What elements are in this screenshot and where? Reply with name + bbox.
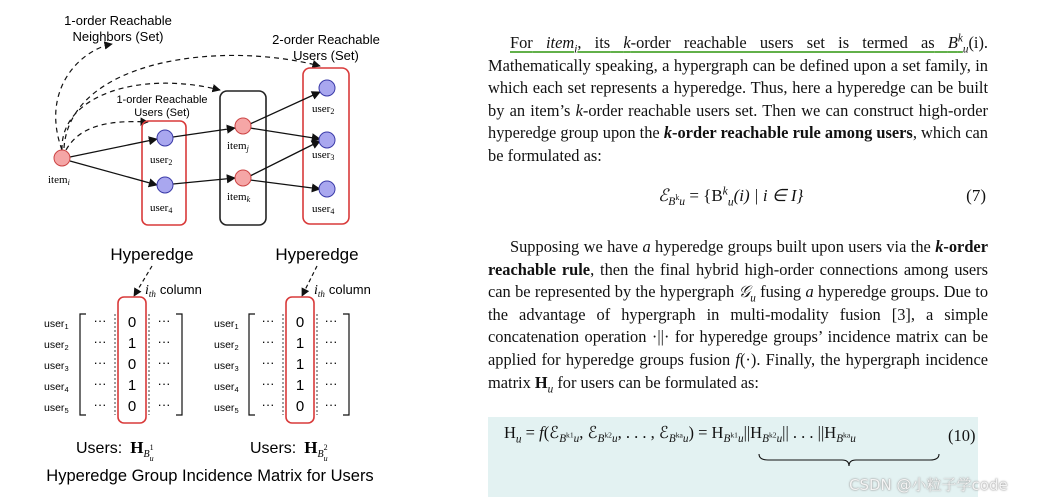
- matrix-right-dots: ···: [324, 334, 338, 349]
- matrix-left-dots: ···: [93, 313, 107, 328]
- equation-7: [488, 184, 988, 214]
- label-user4: user4: [150, 202, 173, 215]
- matrix-left-dots: ···: [157, 397, 171, 412]
- node-user2: [157, 130, 173, 146]
- edge-user4-itemk: [173, 178, 235, 184]
- node-item-j: [235, 118, 251, 134]
- matrix-right-dots: ···: [324, 355, 338, 370]
- hypergraph-figure: [0, 0, 410, 503]
- caption-users-right: Users: $H_B^2$ u: [250, 438, 328, 463]
- matrix-right-dots: ···: [261, 334, 275, 349]
- matrix-left-row-label: user2: [44, 339, 69, 352]
- label-item-j: itemj: [227, 140, 249, 153]
- matrix-left-cell: 1: [127, 335, 137, 352]
- matrix-left-cell: 0: [127, 398, 137, 415]
- label-hyperedge-left: Hyperedge: [110, 245, 194, 264]
- matrix-right-dots: ···: [261, 376, 275, 391]
- matrix-left-dots: ···: [93, 334, 107, 349]
- matrix-left-dots: ···: [157, 355, 171, 370]
- underbrace: [758, 452, 940, 468]
- matrix-left-row-label: user3: [44, 360, 69, 373]
- matrix-right: [214, 297, 349, 423]
- label-hyperedge-right: Hyperedge: [275, 245, 359, 264]
- label-1order-users-line2: Users (Set): [134, 107, 190, 119]
- matrix-right-dots: ···: [324, 313, 338, 328]
- label-1order-neighbors-line2: Neighbors (Set): [72, 29, 164, 44]
- matrix-left-dots: ···: [93, 355, 107, 370]
- matrix-left-row-label: user1: [44, 318, 69, 331]
- matrix-right-dots: ···: [261, 355, 275, 370]
- matrix-right-cell: 1: [295, 377, 305, 394]
- label-user4-2order: user4: [312, 203, 335, 216]
- node-user4-2order: [319, 181, 335, 197]
- label-item-k: itemk: [227, 191, 251, 204]
- equation-10-number: (10): [948, 426, 976, 445]
- matrix-left-dots: ···: [157, 313, 171, 328]
- dashed-arrow-1order: [66, 122, 148, 150]
- matrix-left-row-label: user5: [44, 402, 69, 415]
- matrix-right-cell: 1: [295, 356, 305, 373]
- matrix-left-dots: ···: [93, 397, 107, 412]
- edge-itemk-user3: [250, 141, 320, 176]
- label-user3-2order: user3: [312, 149, 335, 162]
- matrix-left-bracket-l: [80, 314, 86, 415]
- edge-itemi-user4: [70, 161, 157, 185]
- matrix-left-cell: 0: [127, 314, 137, 331]
- highlighted-sentence: For item$_i$, its k-order reachable users set is termed as $B^k_u$: [510, 32, 969, 56]
- matrix-right-cell: 0: [295, 314, 305, 331]
- matrix-right-dots: ···: [324, 397, 338, 412]
- matrix-right-row-label: user5: [214, 402, 239, 415]
- equation-7-body: ℰ$_{B^ku}$ = {$B^k_u(i)$ | i ∈ I}: [658, 184, 804, 209]
- matrix-left-bracket-r: [176, 314, 182, 415]
- matrix-left: [44, 297, 182, 423]
- edge-itemk-user4b: [250, 180, 320, 189]
- matrix-right-row-label: user1: [214, 318, 239, 331]
- node-user2-2order: [319, 80, 335, 96]
- solid-edges: [70, 92, 320, 189]
- edge-user2-itemj: [173, 128, 235, 137]
- label-ith-column-left: $i_{th}$ column: [145, 282, 202, 299]
- caption-users-left: Users: $H_B^1$ u: [76, 438, 154, 463]
- label-1order-users-line1: 1-order Reachable: [116, 94, 208, 106]
- matrix-left-cell: 1: [127, 377, 137, 394]
- watermark: CSDN @小粒子学code: [849, 476, 1008, 494]
- paragraph-2: Supposing we have a hyperedge groups built upon users via the k-order reachable rule, then the final hybrid high-order connections among users can be represented by the hypergraph 𝒢$_u$ fusing a hyperedge groups. Due to the advantage of hypergraph in multi-modality fusion [3], a simple concatenation operation ·||· for hyperedge groups’ incidence matrix can be applied for hyperedge groups fusion f(·). Finally, the hypergraph incidence matrix $H_u$ for users can be formulated as:: [488, 237, 989, 395]
- matrix-right-row-label: user4: [214, 381, 239, 394]
- node-user3-2order: [319, 132, 335, 148]
- matrix-right-dots: ···: [324, 376, 338, 391]
- label-user2-2order: user2: [312, 103, 335, 116]
- node-item-k: [235, 170, 251, 186]
- matrix-right-cell: 1: [295, 335, 305, 352]
- matrix-right-row-label: user3: [214, 360, 239, 373]
- figure-caption: Hyperedge Group Incidence Matrix for Users: [46, 467, 374, 485]
- equation-10-body: $H_u$ = f(ℰ$_{B^{k1}u}$, ℰ$_{B^{k2}u}$, . . . , ℰ$_{B^{ka}u}$) = $H_{B^{k1}u}||H_{B^{k2}u}||$ . . . $||H_{B^{ka}u}$: [504, 423, 856, 446]
- edge-itemj-user2b: [250, 92, 320, 124]
- matrix-right-cell: 0: [295, 398, 305, 415]
- items-box: [220, 91, 266, 225]
- matrix-right-row-label: user2: [214, 339, 239, 352]
- matrix-left-row-label: user4: [44, 381, 69, 394]
- paragraph-1: For item$_i$, its k-order reachable users set is termed as $B^k_u(i)$. Mathematically speaking, a hypergraph can be defined upon a set family, in which each set represents a hyperedge. Thus, here a hyperedge can be built by an item’s k-order reachable users set. Then we can construct high-order hyperedge group upon the k-order reachable rule among users, which can be formulated as:: [488, 32, 989, 165]
- dashed-arrow-neighbors: [56, 44, 112, 150]
- equation-7-number: (7): [966, 186, 986, 205]
- label-item-i: itemi: [48, 174, 70, 187]
- matrix-right-bracket-r: [343, 314, 349, 415]
- label-ith-column-right: $i_{th}$ column: [314, 282, 371, 299]
- edge-itemi-user2: [70, 139, 157, 157]
- matrix-left-cell: 0: [127, 356, 137, 373]
- matrix-right-bracket-l: [249, 314, 255, 415]
- edge-itemj-user3: [250, 128, 320, 139]
- label-2order-users-line1: 2-order Reachable: [272, 32, 380, 47]
- node-item-i: [54, 150, 70, 166]
- matrix-right-dots: ···: [261, 313, 275, 328]
- node-user4: [157, 177, 173, 193]
- label-1order-neighbors-line1: 1-order Reachable: [64, 13, 172, 28]
- hypergraph-diagram: [0, 0, 410, 503]
- matrix-left-dots: ···: [157, 376, 171, 391]
- label-2order-users-line2: Users (Set): [293, 48, 359, 63]
- matrix-left-dots: ···: [93, 376, 107, 391]
- label-user2: user2: [150, 154, 173, 167]
- matrix-right-dots: ···: [261, 397, 275, 412]
- matrix-left-dots: ···: [157, 334, 171, 349]
